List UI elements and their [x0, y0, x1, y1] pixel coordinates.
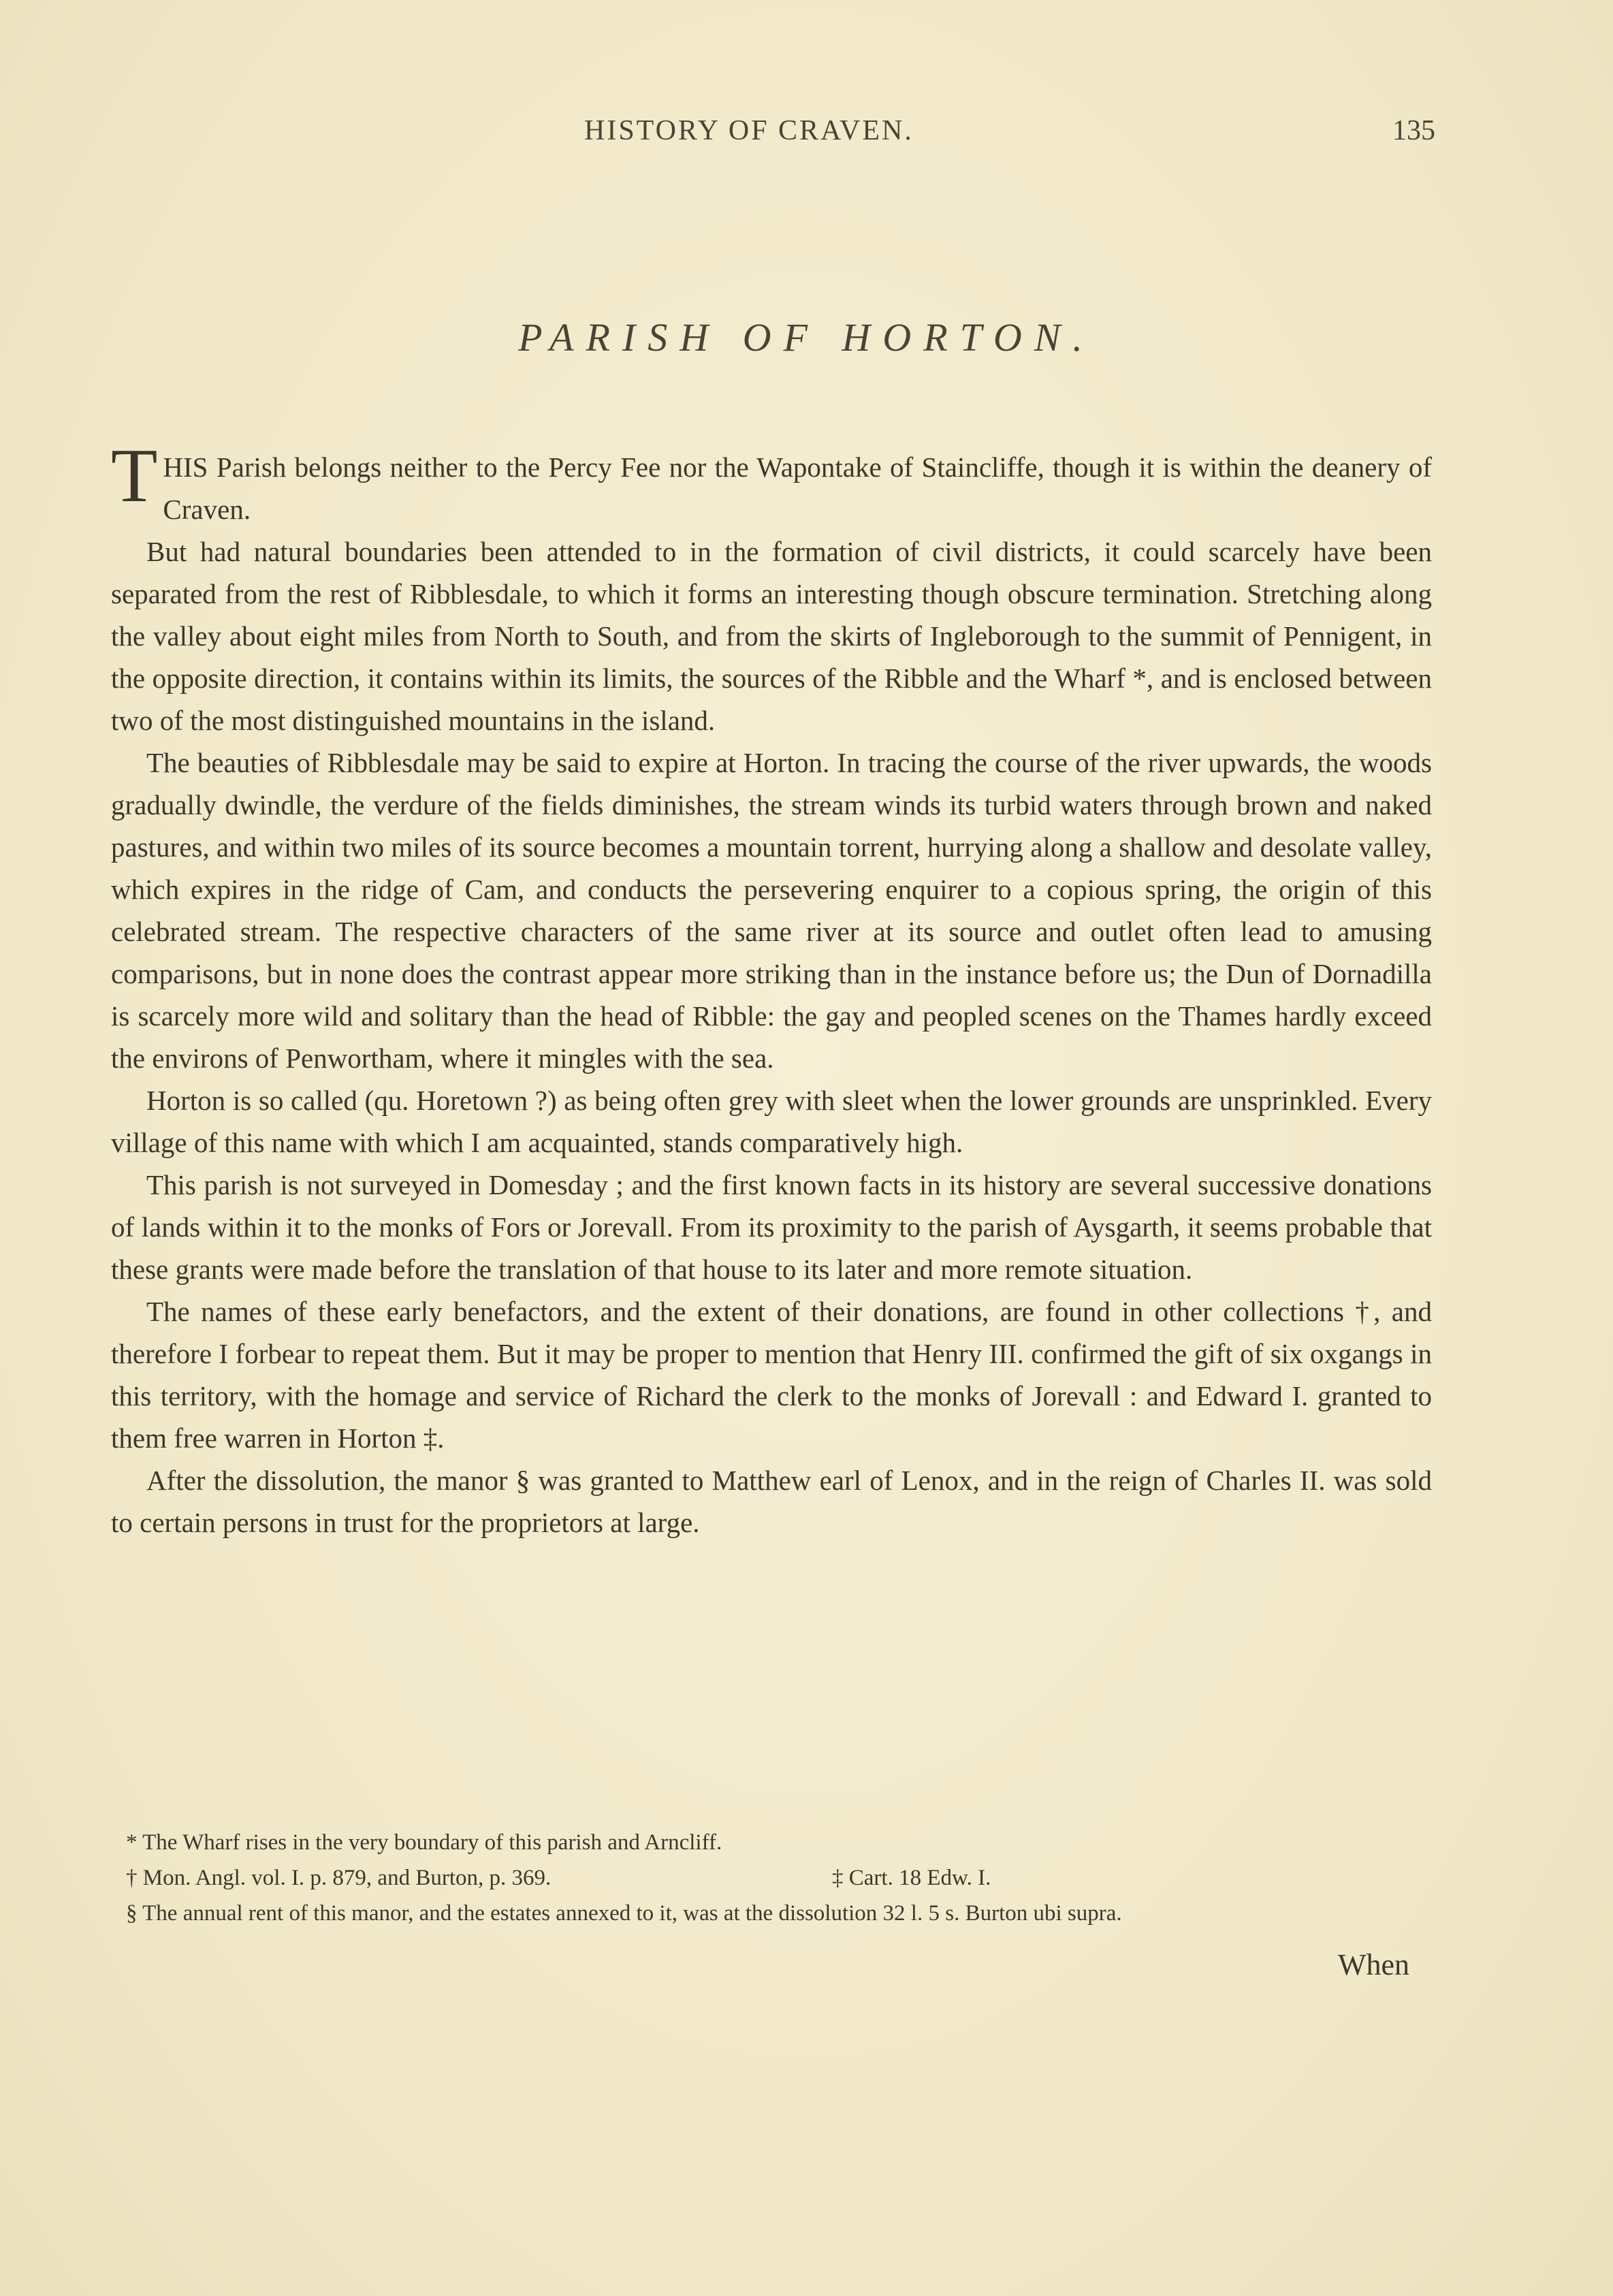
footnote-3: ‡ Cart. 18 Edw. I.: [832, 1866, 991, 1890]
paragraph-1-text: HIS Parish belongs neither to the Percy Fee nor the Wapontake of Staincliffe, though it is within the deanery of Craven.: [163, 451, 1432, 525]
paragraph-7: After the dissolution, the manor § was granted to Matthew earl of Lenox, and in the reign of Charles II. was sold to certain persons in trust for the proprietors at large.: [111, 1465, 1432, 1538]
catchword: When: [1338, 1948, 1410, 1981]
paragraph-2: But had natural boundaries been attended to in the formation of civil districts, it could scarcely have been separated from the rest of Ribblesdale, to which it forms an interesting though obscure termination. Stretching along the valley about eight miles from North to South, and from the skirts of Ingleborough to the summit of Pennigent, in the opposite direction, it contains within its limits, the sources of the Ribble and the Wharf *, and is enclosed between two of the most distinguished mountains in the island.: [111, 536, 1432, 736]
paragraph-4: Horton is so called (qu. Horetown ?) as being often grey with sleet when the lower grounds are unsprinkled. Every village of this name with which I am acquainted, stands comparatively high.: [111, 1085, 1432, 1158]
paragraph-5: This parish is not surveyed in Domesday ; and the first known facts in its history are several successive donations of lands within it to the monks of Fors or Jorevall. From its proximity to the parish of Aysgarth, it seems probable that these grants were made before the translation of that house to its later and more remote situation.: [111, 1169, 1432, 1285]
drop-cap: T: [111, 434, 158, 518]
paragraph-1: [111, 434, 1432, 530]
paragraph-3: The beauties of Ribblesdale may be said to expire at Horton. In tracing the course of the river upwards, the woods gradually dwindle, the verdure of the fields diminishes, the stream winds its turbid waters through brown and naked pastures, and within two miles of its source becomes a mountain torrent, hurrying along a shallow and desolate valley, which expires in the ridge of Cam, and conducts the persevering enquirer to a copious spring, the origin of this celebrated stream. The respective characters of the same river at its source and outlet often lead to amusing comparisons, but in none does the contrast appear more striking than in the instance before us; the Dun of Dornadilla is scarcely more wild and solitary than the head of Ribble: the gay and peopled scenes on the Thames hardly exceed the environs of Penwortham, where it mingles with the sea.: [111, 747, 1432, 1074]
running-head: [0, 114, 1613, 155]
paragraph-6: The names of these early benefactors, and the extent of their donations, are found in other collections †, and therefore I forbear to repeat them. But it may be proper to mention that Henry III. confirmed the gift of six oxgangs in this territory, with the homage and service of Richard the clerk to the monks of Jorevall : and Edward I. granted to them free warren in Horton ‡.: [111, 1296, 1432, 1454]
footnotes: [111, 1825, 1432, 1931]
page-number: 135: [1392, 115, 1435, 146]
footnote-row: [111, 1860, 1432, 1896]
running-title: HISTORY OF CRAVEN.: [584, 115, 914, 146]
section-title: PARISH OF HORTON.: [518, 315, 1095, 360]
footnote-4: § The annual rent of this manor, and the estates annexed to it, was at the dissolution 32 l. 5 s. Burton ubi supra.: [126, 1901, 1122, 1926]
footnote-1: * The Wharf rises in the very boundary of this parish and Arncliff.: [126, 1830, 722, 1855]
footnote-2: † Mon. Angl. vol. I. p. 879, and Burton, p. 369.: [126, 1866, 552, 1890]
body-text: [111, 434, 1432, 1544]
